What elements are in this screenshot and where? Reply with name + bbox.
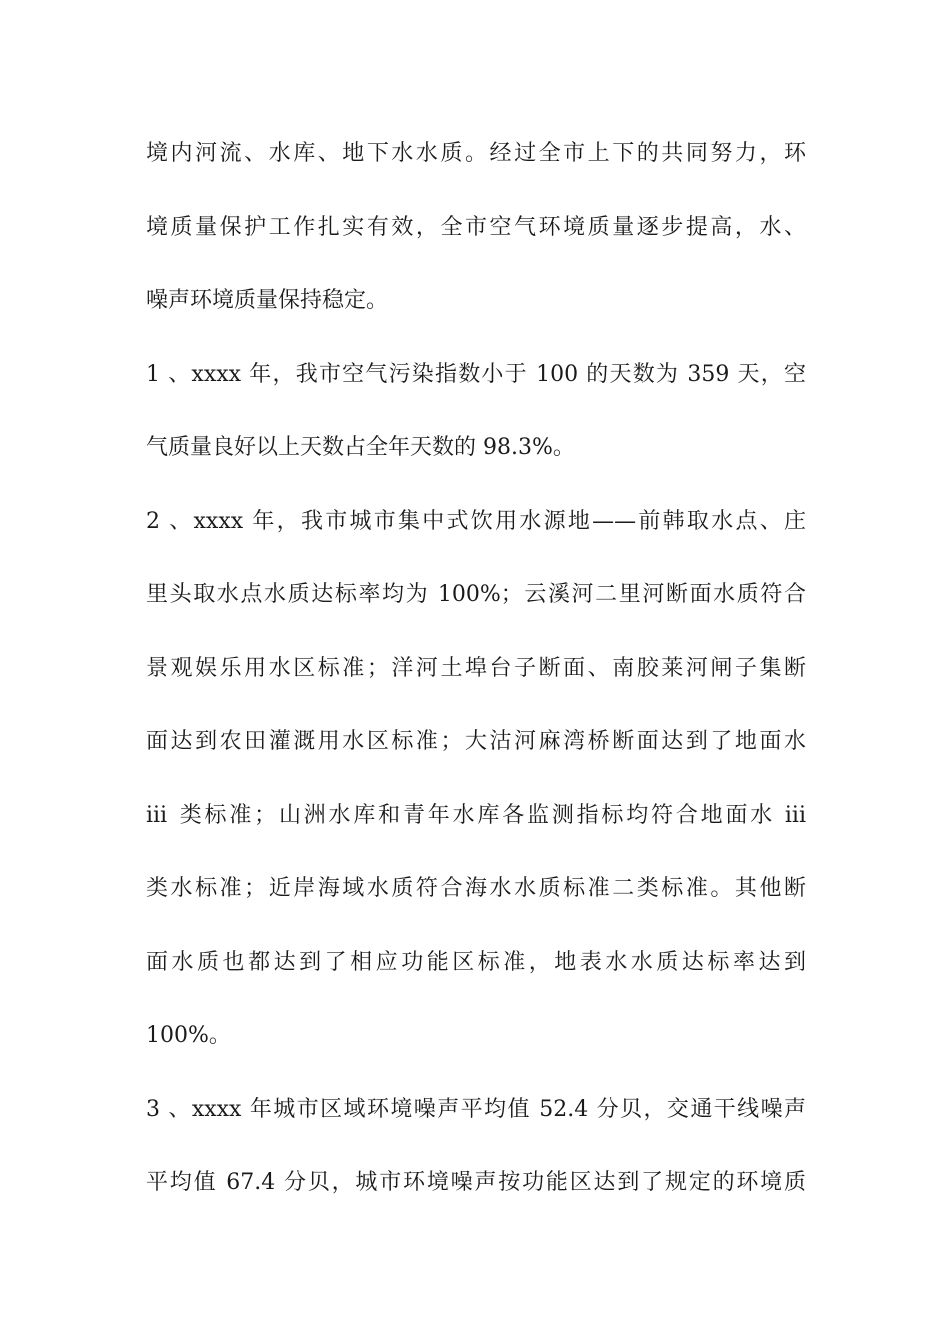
text-line-6: 2 、xxxx 年，我市城市集中式饮用水源地——前韩取水点、庄 [146,508,806,534]
text-line-15: 平均值 67.4 分贝，城市环境噪声按功能区达到了规定的环境质 [146,1170,806,1195]
text-line-2: 境质量保护工作扎实有效，全市空气环境质量逐步提高，水、 [146,214,806,240]
text-line-3: 噪声环境质量保持稳定。 [146,288,389,313]
text-line-5: 气质量良好以上天数占全年天数的 98.3%。 [146,435,575,460]
text-line-12: 面水质也都达到了相应功能区标准，地表水水质达标率达到 [146,949,806,975]
text-line-1: 境内河流、水库、地下水水质。经过全市上下的共同努力，环 [146,141,806,166]
text-line-14: 3 、xxxx 年城市区域环境噪声平均值 52.4 分贝，交通干线噪声 [146,1096,806,1122]
document-body [146,128,806,1231]
text-line-13: 100%。 [146,1023,231,1048]
text-line-9: 面达到农田灌溉用水区标准；大沽河麻湾桥断面达到了地面水 [146,729,806,754]
text-line-7: 里头取水点水质达标率均为 100%；云溪河二里河断面水质符合 [146,582,806,607]
text-line-8: 景观娱乐用水区标准；洋河土埠台子断面、南胶莱河闸子集断 [146,655,806,681]
text-line-10: ⅲ 类标准；山洲水库和青年水库各监测指标均符合地面水 iii [146,802,806,828]
text-line-4: 1 、xxxx 年，我市空气污染指数小于 100 的天数为 359 天，空 [146,361,806,387]
text-line-11: 类水标准；近岸海域水质符合海水水质标准二类标准。其他断 [146,876,806,901]
